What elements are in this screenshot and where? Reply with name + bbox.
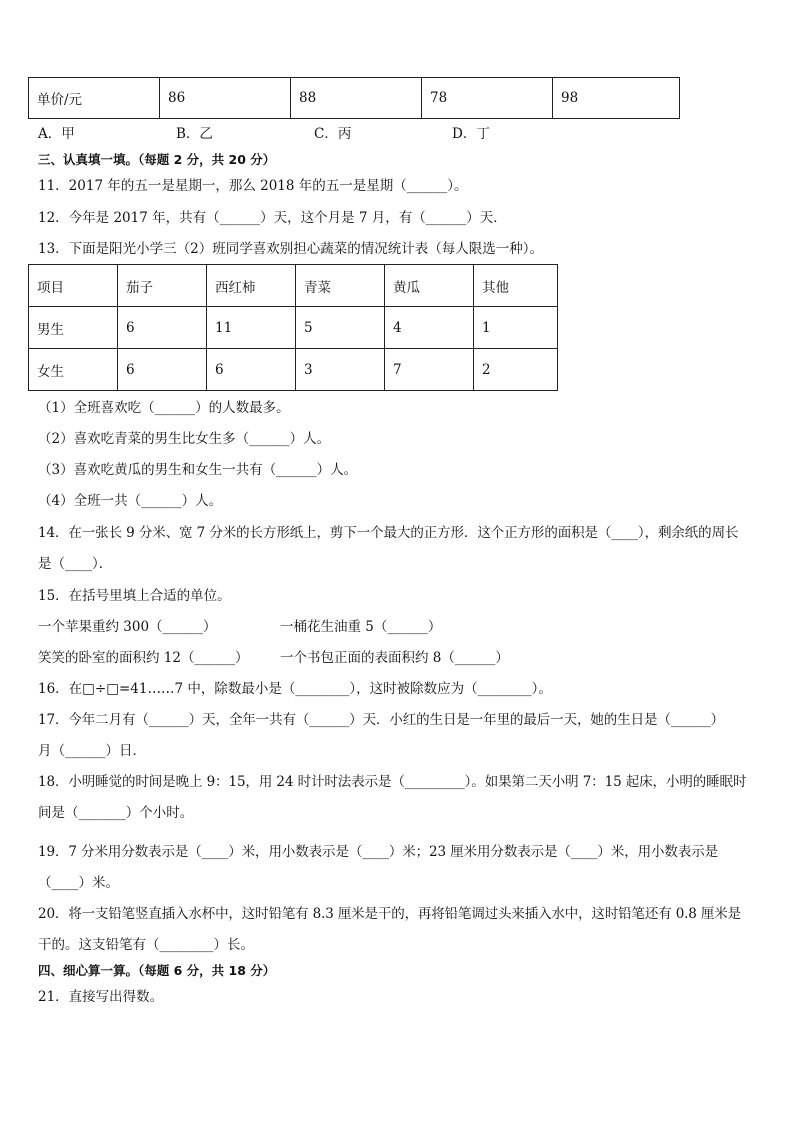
question-19-line-2: （____）米。 xyxy=(38,875,119,891)
table-cell: 11 xyxy=(207,307,296,349)
table-cell: 6 xyxy=(118,307,207,349)
question-16: 16．在□÷□=41……7 中，除数最小是（________），这时被除数应为（________）。 xyxy=(38,681,552,697)
question-13-part-1: （1）全班喜欢吃（______）的人数最多。 xyxy=(38,400,290,416)
table-header-cell: 项目 xyxy=(29,265,118,307)
question-15-item-4: 一个书包正面的表面积约 8（______） xyxy=(280,650,509,666)
price-table xyxy=(28,77,680,119)
option-b: B．乙 xyxy=(176,126,213,142)
question-15-item-2: 一桶花生油重 5（______） xyxy=(280,619,442,635)
question-17-line-1: 17．今年二月有（______）天，全年一共有（______）天．小红的生日是一年里的最后一天，她的生日是（______） xyxy=(38,712,725,728)
question-12: 12．今年是 2017 年，共有（______）天，这个月是 7 月，有（______）天． xyxy=(38,210,507,226)
question-15-item-1: 一个苹果重约 300（______） xyxy=(38,619,217,635)
question-11: 11．2017 年的五一是星期一，那么 2018 年的五一是星期（______）。 xyxy=(38,178,468,194)
table-cell: 7 xyxy=(385,349,474,391)
question-15: 15．在括号里填上合适的单位。 xyxy=(38,588,231,604)
table-row xyxy=(29,307,558,349)
table-cell: 5 xyxy=(296,307,385,349)
vegetable-table xyxy=(28,264,558,391)
table-cell: 3 xyxy=(296,349,385,391)
table-header-cell: 其他 xyxy=(474,265,558,307)
question-18-line-1: 18．小明睡觉的时间是晚上 9：15，用 24 时计时法表示是（_________）。如果第二天小明 7：15 起床，小明的睡眠时 xyxy=(38,774,747,790)
option-c: C．丙 xyxy=(314,126,352,142)
table-cell: 6 xyxy=(207,349,296,391)
table-header-cell: 青菜 xyxy=(296,265,385,307)
price-row-label: 单价/元 xyxy=(29,78,160,119)
price-cell: 86 xyxy=(160,78,291,119)
question-20-line-1: 20．将一支铅笔竖直插入水杯中，这时铅笔有 8.3 厘米是干的，再将铅笔调过头来插入水中，这时铅笔还有 0.8 厘米是 xyxy=(38,906,741,922)
table-header-cell: 黄瓜 xyxy=(385,265,474,307)
section-4-header: 四、细心算一算。（每题 6 分，共 18 分） xyxy=(38,963,276,978)
section-3-header: 三、认真填一填。（每题 2 分，共 20 分） xyxy=(38,152,276,167)
question-21: 21．直接写出得数。 xyxy=(38,989,164,1005)
question-13-part-3: （3）喜欢吃黄瓜的男生和女生一共有（______）人。 xyxy=(38,462,358,478)
question-13: 13．下面是阳光小学三（2）班同学喜欢别担心蔬菜的情况统计表（每人限选一种）。 xyxy=(38,241,544,257)
question-13-part-2: （2）喜欢吃青菜的男生比女生多（______）人。 xyxy=(38,431,331,447)
question-14-line-1: 14．在一张长 9 分米、宽 7 分米的长方形纸上，剪下一个最大的正方形．这个正方形的面积是（____），剩余纸的周长 xyxy=(38,525,739,541)
table-cell: 男生 xyxy=(29,307,118,349)
question-18-line-2: 间是（_______）个小时。 xyxy=(38,805,194,821)
question-20-line-2: 干的。这支铅笔有（________）长。 xyxy=(38,937,254,953)
table-row xyxy=(29,349,558,391)
question-15-item-3: 笑笑的卧室的面积约 12（______） xyxy=(38,650,249,666)
table-header-cell: 西红柿 xyxy=(207,265,296,307)
question-17-line-2: 月（______）日． xyxy=(38,743,146,759)
question-19-line-1: 19．7 分米用分数表示是（____）米，用小数表示是（____）米；23 厘米用分数表示是（____）米，用小数表示是 xyxy=(38,844,719,860)
question-14-line-2: 是（____）． xyxy=(38,556,113,572)
option-d: D．丁 xyxy=(452,126,490,142)
question-13-part-4: （4）全班一共（______）人。 xyxy=(38,493,223,509)
table-cell: 6 xyxy=(118,349,207,391)
table-cell: 女生 xyxy=(29,349,118,391)
option-a: A．甲 xyxy=(38,126,75,142)
table-cell: 2 xyxy=(474,349,558,391)
price-cell: 98 xyxy=(553,78,680,119)
price-cell: 78 xyxy=(422,78,553,119)
table-header-cell: 茄子 xyxy=(118,265,207,307)
price-cell: 88 xyxy=(291,78,422,119)
table-cell: 4 xyxy=(385,307,474,349)
table-cell: 1 xyxy=(474,307,558,349)
